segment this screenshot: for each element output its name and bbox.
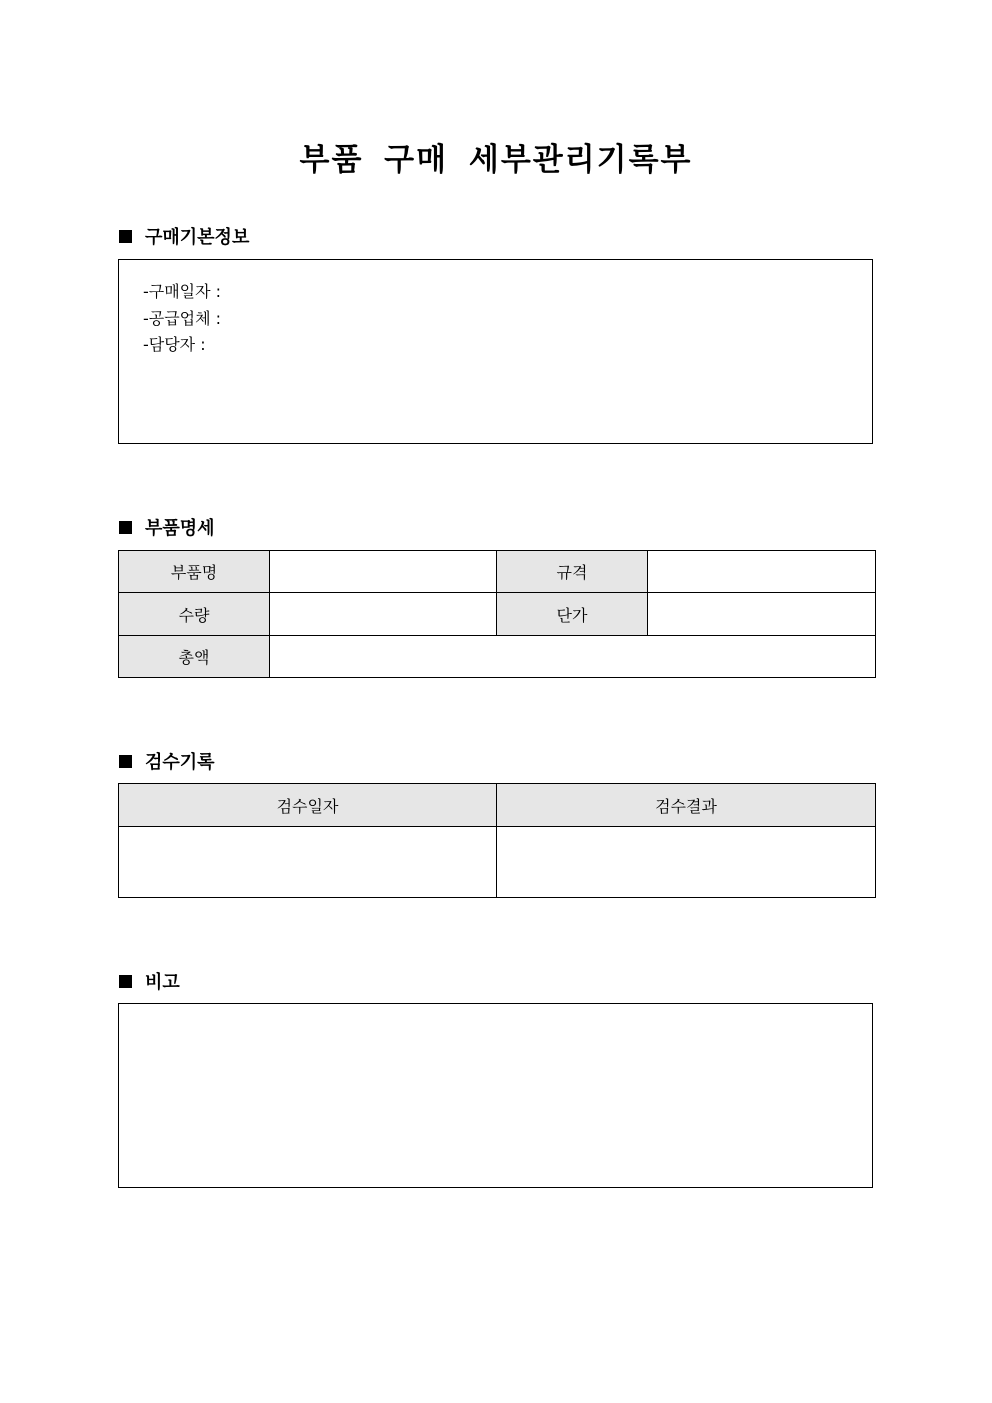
supplier-line: -공급업체 : xyxy=(143,308,222,328)
basic-info-box[interactable] xyxy=(118,259,873,444)
inspection-date-header: 검수일자 xyxy=(119,784,497,827)
square-bullet-icon xyxy=(119,521,132,534)
inspection-heading xyxy=(119,748,215,774)
purchase-date-line: -구매일자 : xyxy=(143,282,222,301)
square-bullet-icon xyxy=(119,975,132,988)
part-name-label: 부품명 xyxy=(119,551,270,593)
parts-spec-heading-label: 부품명세 xyxy=(145,518,215,539)
parts-spec-table xyxy=(118,550,876,678)
basic-info-heading-label: 구매기본정보 xyxy=(145,227,250,248)
remarks-heading xyxy=(119,968,180,994)
square-bullet-icon xyxy=(119,755,132,768)
part-name-cell[interactable] xyxy=(270,551,497,593)
unit-price-cell[interactable] xyxy=(648,593,876,636)
table-row xyxy=(119,551,876,593)
unit-price-label: 단가 xyxy=(497,593,648,636)
document-title: 부품 구매 세부관리기록부 xyxy=(299,142,693,178)
spec-label: 규격 xyxy=(497,551,648,593)
spec-cell[interactable] xyxy=(648,551,876,593)
table-row xyxy=(119,593,876,636)
quantity-label: 수량 xyxy=(119,593,270,636)
basic-info-heading xyxy=(119,223,249,249)
remarks-heading-label: 비고 xyxy=(145,972,180,993)
square-bullet-icon xyxy=(119,230,132,243)
basic-info-lines xyxy=(119,260,872,359)
total-label: 총액 xyxy=(119,636,270,678)
inspection-date-cell[interactable] xyxy=(119,827,497,898)
table-row xyxy=(119,827,876,898)
quantity-cell[interactable] xyxy=(270,593,497,636)
inspection-heading-label: 검수기록 xyxy=(145,752,215,773)
manager-line: -담당자 : xyxy=(143,335,206,354)
total-cell[interactable] xyxy=(270,636,876,678)
inspection-result-cell[interactable] xyxy=(497,827,876,898)
inspection-table xyxy=(118,783,876,898)
table-row xyxy=(119,636,876,678)
parts-spec-heading xyxy=(119,514,215,540)
table-row xyxy=(119,784,876,827)
remarks-box[interactable] xyxy=(118,1003,873,1188)
inspection-result-header: 검수결과 xyxy=(497,784,876,827)
